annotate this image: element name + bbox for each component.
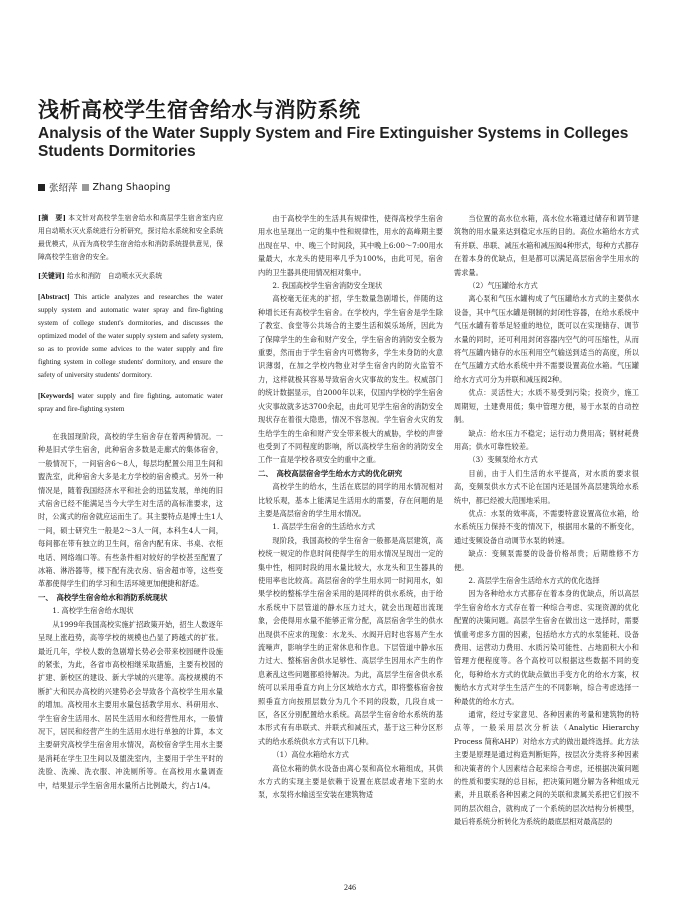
section-heading: 二、 高校高层宿舍学生给水方式的优化研究 (258, 468, 403, 478)
abstract-cn-label: [摘 要] (38, 214, 66, 222)
body-paragraph: 高校学生的给水，生活在底层的同学的用水情况相对比较乐观，基本上能满足生活用水的需要，存在问题的是主要是高层宿舍的学生用水情况。 (258, 482, 443, 518)
body-paragraph: 优点：水泵的效率高，不需要特意设置高位水箱，给水系统压力保持不变的情况下，根据用水量的不断变化，通过变频设备自动调节水泵的转速。 (454, 508, 639, 545)
body-paragraph: 目前，由于人们生活的水平提高，对水质的要求很高，变频泵供水方式不论在国内还是国外高层建筑给水系统中，都已经被大范围地采用。 (454, 468, 639, 505)
abstract-cn (38, 212, 223, 264)
body-paragraph: 缺点：给水压力不稳定；运行动力费用高；钢材耗费用高；供水可靠性较差。 (454, 428, 639, 451)
body-paragraph: 优点：灵活性大；水质不易受到污染；投资少，施工周期短，土建费用低；集中管理方便，易于水泵的自动控制。 (454, 388, 639, 425)
author-name-en: Zhang Shaoping (92, 181, 171, 193)
body-paragraph: 离心泵和气压水罐构成了气压罐给水方式的主要供水设备，其中气压水罐是钢制的封闭性容器，在给水系统中气压水罐有着举足轻重的地位，既可以在实现储存、调节水量的同时，还可利用封闭容器内空气的可压缩性，从而将气压罐内储存的水压利用空气输送到适当的高度，所以在气压罐方式给水系统中并不需要设置高位水箱。气压罐给水方式可分为并联和减压阀2种。 (454, 294, 639, 384)
abstract-cn-text: 本文针对高校学生宿舍给水和高层学生宿舍室内应用自动喷水灭火系统进行分析研究，探讨给水系统和安全系统最优模式，从而为高校学生宿舍给水和消防系统提供意见，保障高校学生宿舍的安全。 (38, 214, 224, 261)
body-paragraph: 因为各种给水方式都存在着本身的优缺点，所以高层学生宿舍给水方式存在着一种综合考虑、实现资源的优化配置的决策问题。高层学生宿舍在做出这一选择时，需要慎重考虑多方面的因素，包括给水方式的水泵能耗、设备费用、运营动力费用、水质污染可能性、占地面积大小和管理方便程度等。各个高校可以根据这些数据不同的变化，每种给水方式的优缺点做出手变方化的给水方案，权衡给水方式对学生生活产生的不同影响，综合考虑选择一种最优的给水方式。 (454, 589, 639, 706)
body-paragraph: （2）气压罐给水方式 (468, 281, 538, 291)
body-paragraph: 现阶段，我国高校的学生宿舍一般都是高层建筑，高校统一规定的作息时间使得学生的用水情况呈现出一定的集中性，相同时段的用水量比较大，水龙头和卫生器具的使用率也比较高。高层宿舍的学生用水同一时间用水，如果学校的整栋学生宿舍采用的是同样的供水系统，由于给水系统中下层管道的静水压力过大，就会出现超出流现象，会使得用水量不能够正常分配，高层宿舍学生的供水出现供不应求的现象：水龙头、水阀开启时也容易产生水流噪声，影响学生的正常休息和作息。下层管道中静水压力过大、整栋宿舍供水足够性、高层学生因用水产生的作息紊乱这些问题都亟待解决。为此，高层学生宿舍供水系统可以采用垂直方向上分区域给水方式，即将整栋宿舍按照垂直方向按照层数分为几个不同的段数，几段自成一区，各区分别配置给水系统。高层学生宿舍给水系统的基本形式有有串联式、并联式和减压式，基于这三种分区形式的给水系统供水方式有以下几种。 (258, 535, 443, 746)
column-3 (454, 212, 639, 829)
body-paragraph: 当位置的高水位水箱，高水位水箱通过储存和调节建筑物的用水量来达到稳定水压的目的。高位水箱给水方式有并联、串联、减压水箱和减压阀4种形式，每种方式都存在着本身的优缺点，但是都可以满足高层宿舍学生用水的需求量。 (454, 214, 639, 277)
body-paragraph: 高位水箱的供水设备由离心泵和高位水箱组成，其供水方式的实现主要是依赖于设置在底层或者地下室的水泵，水泵将水输送至安装在建筑物适 (258, 763, 443, 800)
keywords-en-label: [Keywords] (38, 392, 74, 400)
author-line (38, 180, 170, 194)
body-paragraph: （3）变频泵给水方式 (468, 455, 538, 465)
paper-title-en: Analysis of the Water Supply System and Fire Extinguisher Systems in Colleges Students Dormitories (38, 125, 629, 160)
body-paragraph: 通常，经过专家意见、各种因素的考量和建筑物的特点等，一般采用层次分析法（Analytic Hierarchy Process 简称AHP）对给水方式的做出最终选择。此方法主要是原理是通过构造判断矩阵，按层次分类将多种因素和决策者的个人因素结合起来综合考虑，还根据决策问题的性质和要实现的总目标，把决策问题分解为各种组成元素，并且联系各种因素之间的关联和隶属关系把它们按不同的层次组合，就构成了一个系统的层次结构分析模型，最后将系统分析转化为系统的最底层相对最高层的 (454, 710, 639, 827)
abstract-en-text: This article analyzes and researches the water supply system and automatic water spray and fire-fighting system of college student's dormitories, and discusses the optimized model of the water supply system and safety system, so as to provide some advices to the water supply and fire fighting system in college students' dormitory, and ensure the safety of university students' dormitory. (38, 293, 223, 379)
body-paragraph: 高校毫无征兆的扩招，学生数量急剧增长，伴随的这种增长还有高校学生宿舍。在学校内，学生宿舍是学生除了教室、食堂等公共场合的主要生活和娱乐场所，因此为了保障学生的生命和财产安全，学生宿舍的消防安全极为重要，然而由于学生宿舍内可燃物多，学生未身防的火意识薄弱，在加之学校内物业对学生宿舍内的防火监管不力，这样就极其容易导致宿舍火灾事故的发生。权威部门的统计数据显示，自2000年以来，仅国内学校的学生宿舍火灾事故就多达3700余起，由此可见学生宿舍的消防安全现状存在着很大隐患，情况不容忽视。学生宿舍火灾的发生给学生的生命和财产安全带来极大的威胁，学校的声誉也受到了不同程度的影响，所以高校学生宿舍的消防安全工作一直是学校各项安全的重中之重。 (258, 294, 443, 465)
author-marker-icon (38, 184, 45, 191)
abstract-en-label: [Abstract] (38, 293, 70, 301)
body-paragraph: （1）高位水箱给水方式 (272, 750, 349, 760)
keywords-en-text: water supply and fire fighting, automatic water spray and fire-fighting system (38, 392, 223, 413)
column-1 (38, 212, 223, 792)
keywords-cn (38, 270, 223, 283)
keywords-cn-text: 给水和消防 自动喷水灭火系统 (67, 272, 163, 280)
body-paragraph: 1. 高校学生宿舍给水现状 (52, 606, 134, 616)
body-paragraph: 1. 高层学生宿舍的生活给水方式 (272, 522, 375, 532)
body-paragraph: 由于高校学生的生活具有规律性，使得高校学生宿舍用水也呈现出一定的集中性和规律性，用水的高峰期主要出现在早、中、晚三个时间段，其中晚上6:00～7:00用水量最大，水龙头的使用率几乎为100%，由此可见，宿舍内的卫生器具使用情况相对集中。 (258, 214, 443, 277)
body-paragraph: 在我国现阶段，高校的学生宿舍存在着两种情况。一种是旧式学生宿舍，此种宿舍多数是走廊式的集体宿舍，一般情况下，一间宿舍6～8人，每层均配置公用卫生间和盥洗室，此种宿舍大多是北方学校的宿舍模式。另外一种情况是，随着我国经济水平和社会的迅猛发展，单纯的旧式宿舍已经不能满足当今大学生对生活的高标准要求，这时，公寓式的宿舍就应运而生了。其主要特点是博士生1人一间，硕士研究生一般是2～3人一间，本科生4人一间，每间都在带有独立的卫生间，宿舍内配有床、书桌、衣柜电话、网络端口等。有些条件相对较好的学校甚至配置了冰箱、淋浴器等，楼下配有洗衣房、宿舍超市等，这些变革都使得学生们的学习和生活环境更加便捷和舒适。 (38, 432, 223, 589)
author-name-cn: 张绍萍 (49, 183, 78, 194)
body-paragraph: 2. 我国高校学生宿舍消防安全现状 (272, 281, 383, 291)
col2-body (258, 212, 443, 802)
section-heading: 一、 高校学生宿舍给水和消防系统现状 (38, 592, 168, 602)
body-paragraph: 缺点：变频泵需要的设备价格昂贵；后期维修不方便。 (454, 549, 639, 572)
page-number: 246 (344, 883, 356, 892)
body-paragraph: 从1999年我国高校实施扩招政策开始，招生人数逐年呈现上涨趋势，高等学校的规模也凸显了跨越式的扩张。最近几年，学校人数的急剧增长势必会带来校园硬件设施的紧张，为此，各省市高校相继采取措施，主要有校园的扩建、新校区的建设、新大学城的兴建等。高校规模的不断扩大和民办高校的兴建势必会导致各个高校学生用水量的增加。高校用水主要用水量包括教学用水、科研用水、学生宿舍生活用水、居民生活用水和经营性用水，一般情况下，居民和经营产生的生活用水进行单独的计算，本文主要研究高校学生宿舍用水情况，高校宿舍学生用水主要是消耗在学生卫生间以及盥洗室内，主要用于学生平时的洗脸、洗澡、洗衣服、冲洗厕所等。在高校用水量调查中，结果显示学生宿舍用水量所占比例最大，约占1/4。 (38, 619, 223, 790)
abstract-en (38, 291, 223, 382)
author-marker-icon (82, 184, 89, 191)
col1-body (38, 430, 223, 792)
keywords-en (38, 390, 223, 416)
paper-title-cn: 浅析高校学生宿舍给水与消防系统 (38, 98, 361, 122)
body-paragraph: 2. 高层学生宿舍生活给水方式的优化选择 (468, 575, 600, 585)
column-2 (258, 212, 443, 802)
col3-body (454, 212, 639, 829)
keywords-cn-label: [关键词] (38, 272, 65, 280)
